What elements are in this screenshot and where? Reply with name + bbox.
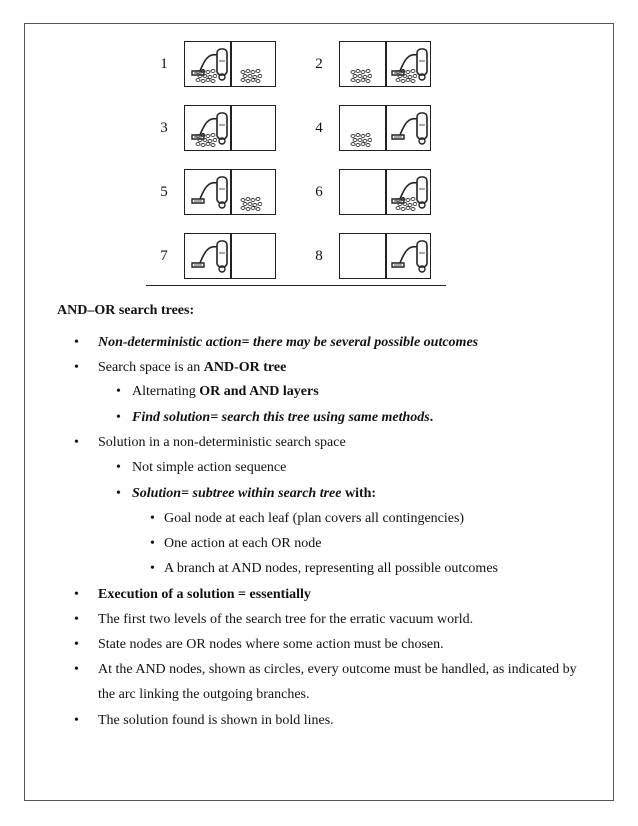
bullet-glyph: •: [74, 637, 79, 652]
vacuum-world-state: [339, 169, 431, 215]
bullet-solution-subtree: Solution= subtree within search tree with:: [132, 486, 377, 501]
bullet-goal-node: Goal node at each leaf (plan covers all contingencies): [164, 511, 465, 526]
vacuum-icon: [390, 107, 430, 147]
vacuum-world-state: [184, 105, 276, 151]
cell-divider: [385, 170, 387, 214]
cell-divider: [230, 106, 232, 150]
section-heading: AND–OR search trees:: [57, 303, 195, 318]
bullet-find-solution: Find solution= search this tree using same methods.: [132, 410, 434, 425]
bullet-and-nodes-line2: the arc linking the outgoing branches.: [98, 687, 310, 702]
bullet-and-branch: A branch at AND nodes, representing all possible outcomes: [164, 561, 498, 576]
bullet-one-action: One action at each OR node: [164, 536, 322, 551]
cell-divider: [385, 234, 387, 278]
bullet-first-two-levels: The first two levels of the search tree for the erratic vacuum world.: [98, 612, 474, 627]
dirt-icon: [395, 196, 417, 212]
bullet-solution-bold: The solution found is shown in bold lines.: [98, 713, 334, 728]
bullet-glyph: •: [116, 486, 121, 501]
cell-divider: [230, 42, 232, 86]
dirt-icon: [195, 68, 217, 84]
cell-divider: [385, 106, 387, 150]
dirt-icon: [395, 68, 417, 84]
bullet-glyph: •: [74, 435, 79, 450]
vacuum-icon: [390, 235, 430, 275]
state-label: 1: [160, 56, 168, 72]
cell-divider: [230, 170, 232, 214]
vacuum-world-state: [339, 105, 431, 151]
bullet-glyph: •: [116, 410, 121, 425]
vacuum-icon: [190, 171, 230, 211]
bullet-glyph: •: [150, 536, 155, 551]
bullet-glyph: •: [74, 587, 79, 602]
vacuum-icon: [190, 235, 230, 275]
bullet-solution-space: Solution in a non-deterministic search space: [98, 435, 346, 450]
figure-rule: [146, 285, 446, 286]
dirt-icon: [195, 132, 217, 148]
state-label: 8: [315, 248, 323, 264]
bullet-and-nodes-line1: At the AND nodes, shown as circles, every outcome must be handled, as indicated by: [98, 662, 577, 677]
state-label: 2: [315, 56, 323, 72]
vacuum-world-state: [339, 41, 431, 87]
state-label: 6: [315, 184, 323, 200]
state-label: 3: [160, 120, 168, 136]
bullet-glyph: •: [74, 360, 79, 375]
state-label: 7: [160, 248, 168, 264]
vacuum-world-state: [184, 169, 276, 215]
bullet-glyph: •: [74, 335, 79, 350]
bullet-glyph: •: [116, 460, 121, 475]
cell-divider: [385, 42, 387, 86]
vacuum-world-state: [339, 233, 431, 279]
bullet-search-space: Search space is an AND-OR tree: [98, 360, 287, 375]
dirt-icon: [350, 68, 372, 84]
dirt-icon: [350, 132, 372, 148]
bullet-nondeterministic: Non-deterministic action= there may be several possible outcomes: [98, 335, 479, 350]
bullet-glyph: •: [116, 384, 121, 399]
bullet-glyph: •: [74, 662, 79, 677]
bullet-glyph: •: [74, 713, 79, 728]
cell-divider: [230, 234, 232, 278]
vacuum-world-state: [184, 233, 276, 279]
bullet-alternating: Alternating OR and AND layers: [132, 384, 319, 399]
dirt-icon: [240, 196, 262, 212]
state-label: 5: [160, 184, 168, 200]
dirt-icon: [240, 68, 262, 84]
bullet-state-nodes: State nodes are OR nodes where some action must be chosen.: [98, 637, 444, 652]
bullet-not-simple: Not simple action sequence: [132, 460, 287, 475]
vacuum-world-states: [0, 0, 638, 300]
bullet-glyph: •: [150, 561, 155, 576]
bullet-glyph: •: [150, 511, 155, 526]
vacuum-world-state: [184, 41, 276, 87]
bullet-glyph: •: [74, 612, 79, 627]
state-label: 4: [315, 120, 323, 136]
bullet-execution: Execution of a solution = essentially: [98, 587, 311, 602]
